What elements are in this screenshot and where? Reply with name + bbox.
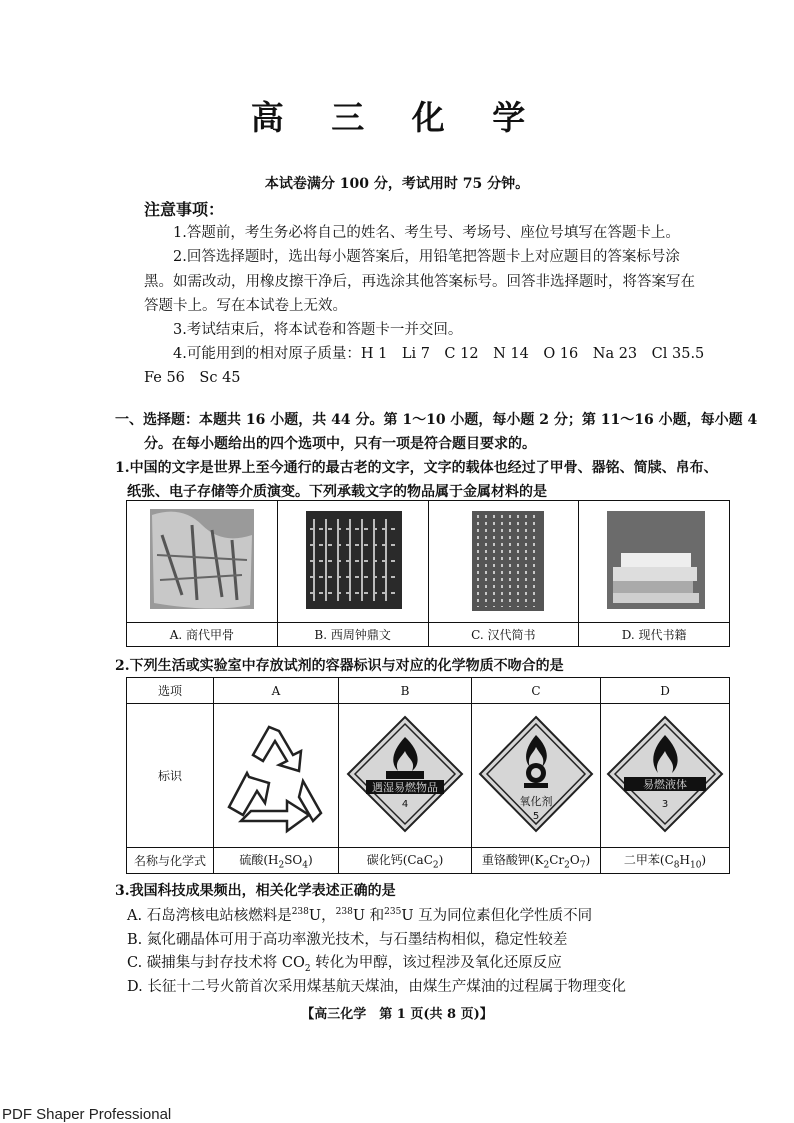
notice-line: Fe 56 Sc 45 xyxy=(144,370,241,386)
flammable-liquid-sign xyxy=(601,704,730,848)
formula-a: 硫酸$(H_2SO_4)$ xyxy=(214,848,339,874)
q1-stem-cont: 纸张、电子存储等介质演变。下列承载文字的物品属于金属材料的是 xyxy=(127,484,547,500)
notice-line: 1.答题前，考生务必将自己的姓名、考生号、考场号、座位号填写在答题卡上。 xyxy=(173,225,680,241)
sign-c-text: 氧化剂 xyxy=(519,795,553,808)
q3-option-d: D. 长征十二号火箭首次采用煤基航天煤油，由煤生产煤油的过程属于物理变化 xyxy=(127,979,626,995)
section-heading-cont: 分。在每小题给出的四个选项中，只有一项是符合题目要求的。 xyxy=(144,436,536,452)
header-b: B xyxy=(339,678,472,704)
notice-line: 3.考试结束后，将本试卷和答题卡一并交回。 xyxy=(173,322,463,338)
header-a: A xyxy=(214,678,339,704)
recycle-icon xyxy=(214,704,339,848)
q3-option-c: C. 碳捕集与封存技术将 $CO_2$ 转化为甲醇，该过程涉及氧化还原反应 xyxy=(127,955,562,974)
notice-line: 答题卡上。写在本试卷上无效。 xyxy=(144,298,347,314)
formula-b: 碳化钙(CaC$_2$) xyxy=(339,848,472,874)
notice-line: 黑。如需改动，用橡皮擦干净后，再选涂其他答案标号。回答非选择题时，将答案写在 xyxy=(144,274,695,290)
header-d: D xyxy=(601,678,730,704)
exam-info: 本试卷满分 100 分，考试用时 75 分钟。 xyxy=(264,176,530,192)
q3-option-b: B. 氮化硼晶体可用于高功率激光技术，与石墨结构相似，稳定性较差 xyxy=(127,932,568,948)
option-d-label: D. 现代书籍 xyxy=(579,623,730,647)
notice-line: 4.可能用到的相对原子质量：H 1 Li 7 C 12 N 14 O 16 Na 23 Cl 35.5 xyxy=(173,346,705,362)
q2-table xyxy=(126,677,730,874)
sign-b-text: 遇湿易燃物品 xyxy=(372,781,438,794)
option-a-label: A. 商代甲骨 xyxy=(127,623,278,647)
water-reactive-sign xyxy=(339,704,472,848)
header-c: C xyxy=(472,678,601,704)
formula-d: 二甲苯$(C_8H_{10})$ xyxy=(601,848,730,874)
row-label-sign: 标识 xyxy=(127,704,214,848)
q1-option-table xyxy=(126,500,730,647)
page-footer: 【高三化学 第 1 页(共 8 页)】 xyxy=(301,1007,493,1022)
option-c-label: C. 汉代简书 xyxy=(428,623,579,647)
q2-stem: 2.下列生活或实验室中存放试剂的容器标识与对应的化学物质不吻合的是 xyxy=(115,658,564,674)
bamboo-slip-image xyxy=(428,501,579,623)
section-heading: 一、选择题：本题共 16 小题，共 44 分。第 1～10 小题，每小题 2 分；第 11～16 小题，每小题 4 xyxy=(115,412,758,428)
watermark: PDF Shaper Professional xyxy=(2,1106,172,1123)
q3-option-a: A. 石岛湾核电站核燃料是$^{238}$U，$^{238}$U 和$^{235}$U 互为同位素但化学性质不同 xyxy=(127,907,593,924)
notice-line: 2.回答选择题时，选出每小题答案后，用铅笔把答题卡上对应题目的答案标号涂 xyxy=(173,249,680,265)
q3-stem: 3.我国科技成果频出，相关化学表述正确的是 xyxy=(115,883,396,899)
option-b-label: B. 西周钟鼎文 xyxy=(277,623,428,647)
sign-b-number: 4 xyxy=(401,799,409,810)
bronze-inscription-image xyxy=(277,501,428,623)
sign-c-number: 5 xyxy=(532,811,540,822)
page-title: 高 三 化 学 xyxy=(250,98,544,137)
oxidizer-sign xyxy=(472,704,601,848)
q1-stem: 1.中国的文字是世界上至今通行的最古老的文字，文字的载体也经过了甲骨、器铭、简牍、帛布、 xyxy=(115,460,718,476)
notice-heading: 注意事项： xyxy=(144,200,225,219)
books-image xyxy=(579,501,730,623)
header-option: 选项 xyxy=(127,678,214,704)
sign-d-text: 易燃液体 xyxy=(643,778,687,791)
row-label-name: 名称与化学式 xyxy=(127,848,214,874)
formula-c: 重铬酸钾$(K_2Cr_2O_7)$ xyxy=(472,848,601,874)
sign-d-number: 3 xyxy=(661,799,669,810)
oracle-bone-image xyxy=(127,501,278,623)
